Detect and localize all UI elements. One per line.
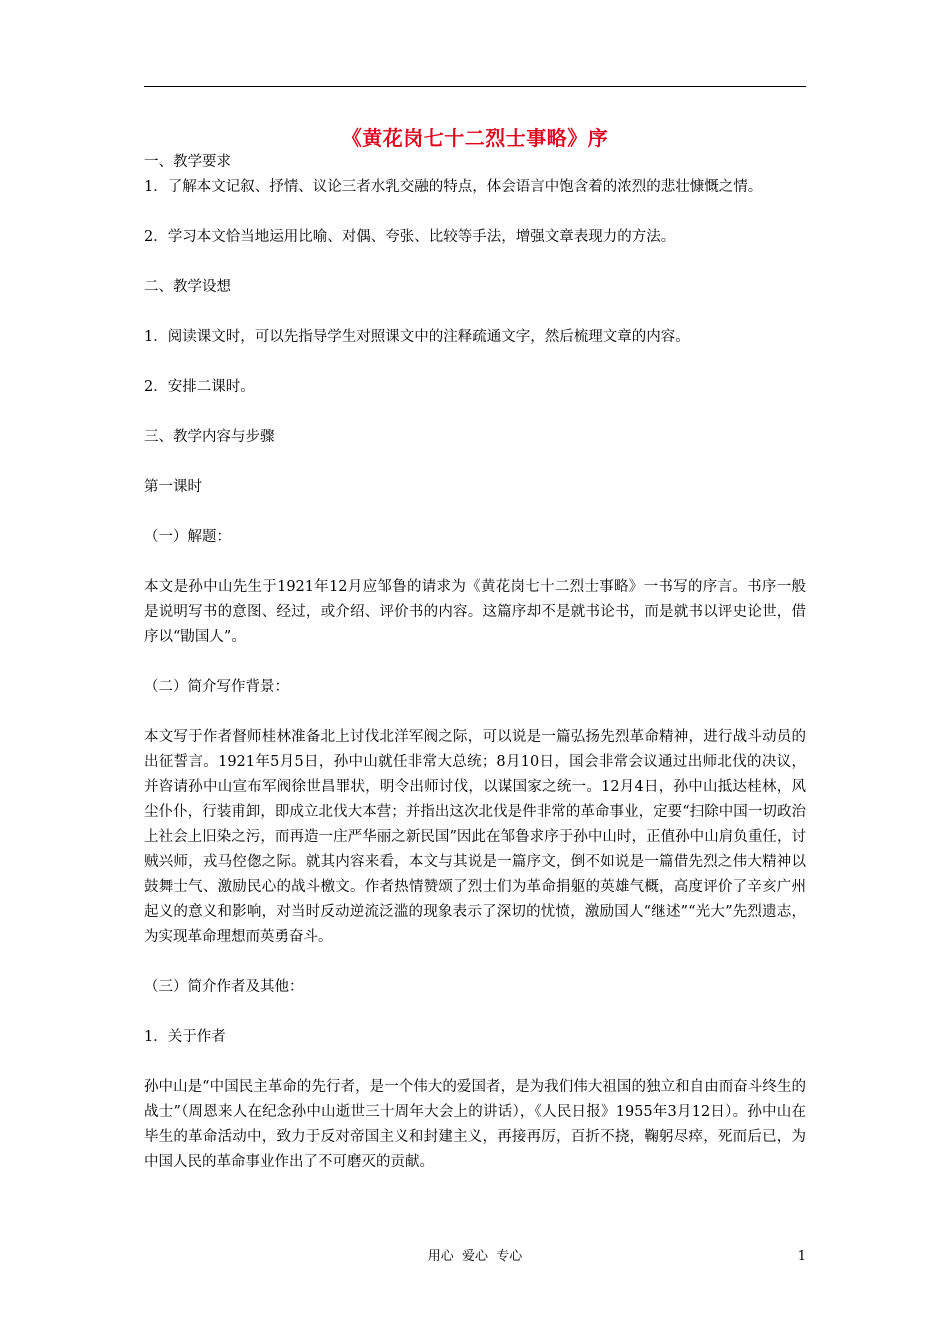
- requirement-item-1: 1．了解本文记叙、抒情、议论三者水乳交融的特点，体会语言中饱含着的浓烈的悲壮慷慨之情。: [144, 179, 763, 195]
- design-item-1: 1．阅读课文时，可以先指导学生对照课文中的注释疏通文字，然后梳理文章的内容。: [144, 329, 690, 345]
- document-body: [144, 150, 806, 1175]
- page-number: 1: [797, 1249, 806, 1264]
- section-heading-requirements: 一、教学要求: [144, 154, 231, 170]
- lesson-heading: 第一课时: [144, 479, 202, 495]
- subheading-title-explanation: （一）解题：: [144, 529, 231, 545]
- subheading-author: （三）简介作者及其他：: [144, 979, 304, 995]
- footer-motto: 用心 爱心 专心: [427, 1249, 523, 1264]
- section-heading-design: 二、教学设想: [144, 279, 231, 295]
- paragraph-author: 孙中山是“中国民主革命的先行者，是一个伟大的爱国者，是为我们伟大祖国的独立和自由而奋斗终生的战士”（周恩来人在纪念孙中山逝世三十周年大会上的讲话），《人民日报》1955年3月12日）。孙中山在毕生的革命活动中，致力于反对帝国主义和封建主义，再接再厉，百折不挠，鞠躬尽瘁，死而后已，为中国人民的革命事业作出了不可磨灭的贡献。: [144, 1079, 806, 1170]
- requirement-item-2: 2．学习本文恰当地运用比喻、对偶、夸张、比较等手法，增强文章表现力的方法。: [144, 229, 676, 245]
- paragraph-title-explanation: 本文是孙中山先生于1921年12月应邹鲁的请求为《黄花岗七十二烈士事略》一书写的序言。书序一般是说明写书的意图、经过，或介绍、评价书的内容。这篇序却不是就书论书，而是就书以评史论世，借序以“勖国人”。: [144, 579, 806, 645]
- paragraph-background: 本文写于作者督师桂林准备北上讨伐北洋军阀之际，可以说是一篇弘扬先烈革命精神，进行战斗动员的出征誓言。1921年5月5日，孙中山就任非常大总统；8月10日，国会非常会议通过出师北伐的决议，并咨请孙中山宣布军阀徐世昌罪状，明令出师讨伐，以谋国家之统一。12月4日，孙中山抵达桂林，风尘仆仆，行装甫卸，即成立北伐大本营；并指出这次北伐是件非常的革命事业，定要“扫除中国一切政治上社会上旧染之污，而再造一庄严华丽之新民国”因此在邹鲁求序于孙中山时，正值孙中山肩负重任，讨贼兴师，戎马倥偬之际。就其内容来看，本文与其说是一篇序文，倒不如说是一篇借先烈之伟大精神以鼓舞士气、激励民心的战斗檄文。作者热情赞颂了烈士们为革命捐躯的英雄气概，高度评价了辛亥广州起义的意义和影响，对当时反动逆流泛滥的现象表示了深切的忧愤，激励国人“继述”“光大”先烈遗志，为实现革命理想而英勇奋斗。: [144, 729, 806, 945]
- section-heading-content: 三、教学内容与步骤: [144, 429, 275, 445]
- header-rule: [144, 86, 806, 87]
- subheading-background: （二）简介写作背景：: [144, 679, 289, 695]
- design-item-2: 2．安排二课时。: [144, 379, 255, 395]
- author-item-1: 1．关于作者: [144, 1029, 226, 1045]
- document-title: 《黄花岗七十二烈士事略》序: [341, 126, 609, 150]
